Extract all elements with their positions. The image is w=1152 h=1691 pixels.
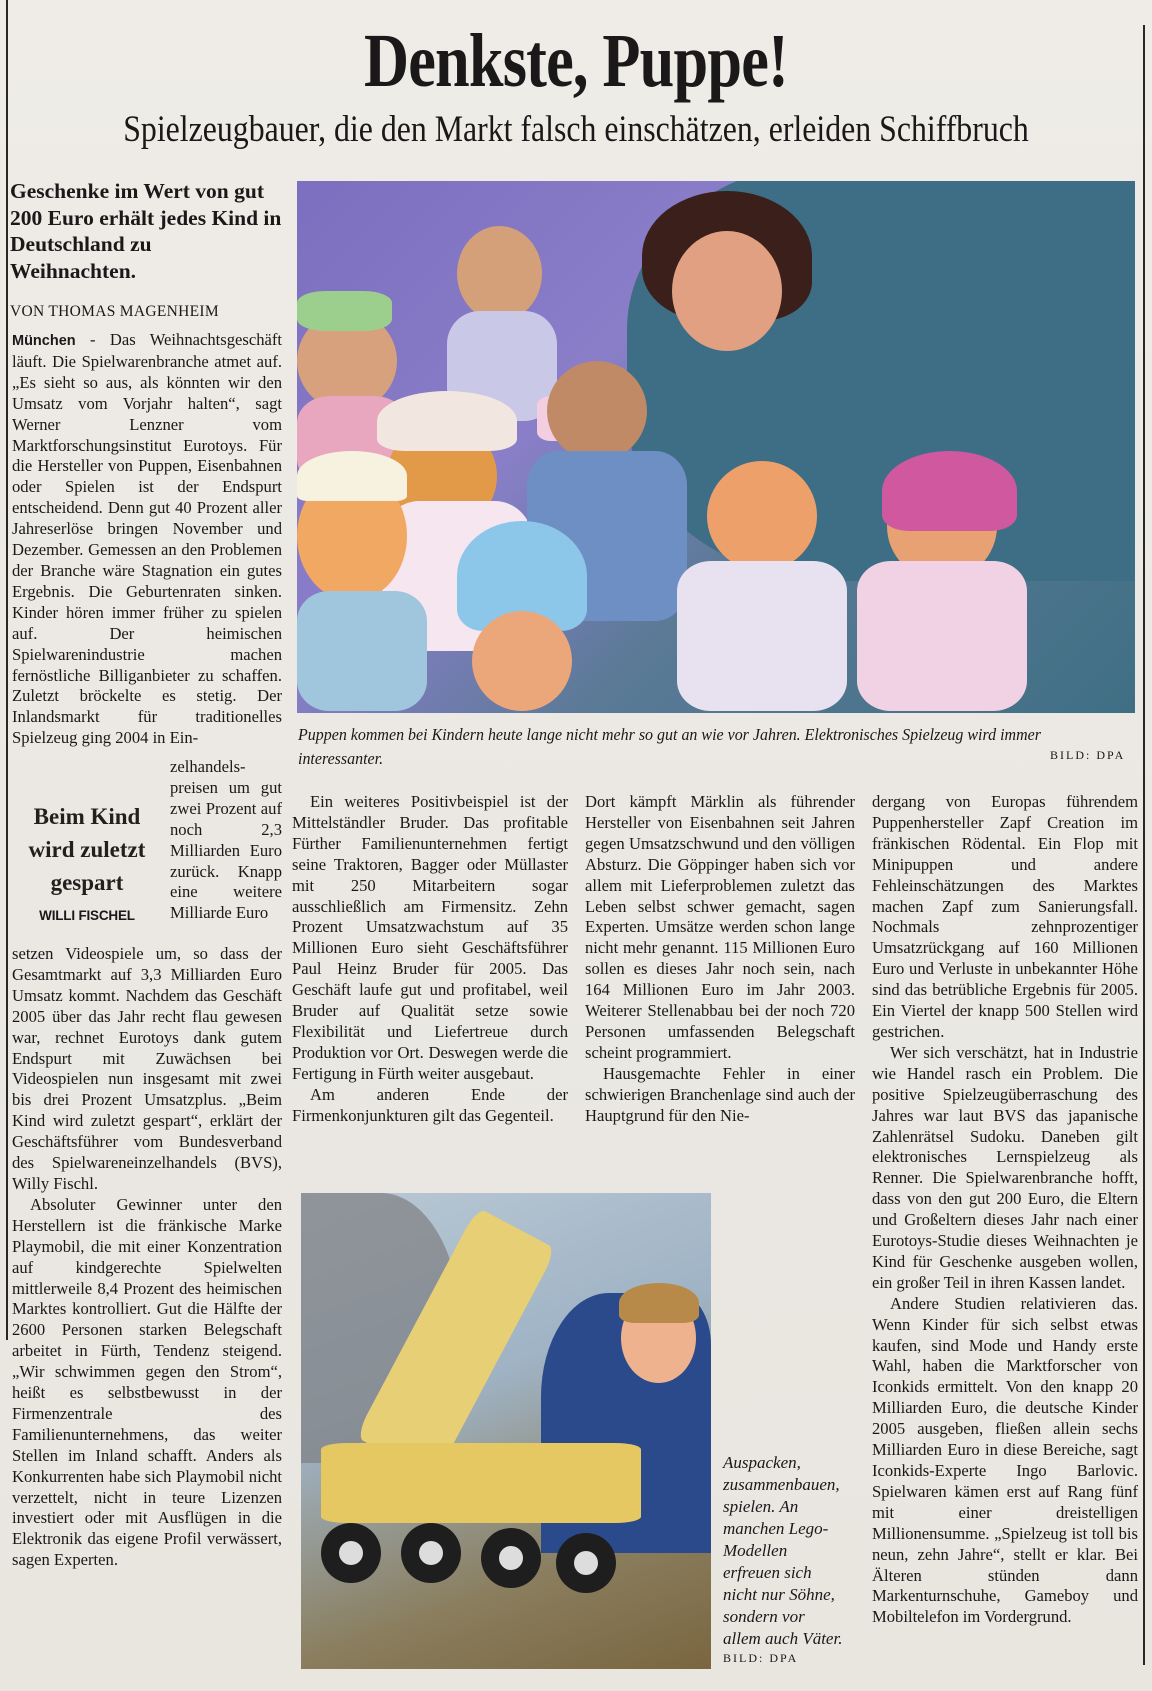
body-text: setzen Videospiele um, so dass der Gesamtmarkt auf 3,3 Milliarden Euro Umsatz kommt. Nachdem das Geschäft 2005 über das Jahr recht flau gewesen war, rechnet Eurotoys dank gutem Endspurt mit Zuwächsen bei Videospielen nun insgesamt mit zwei bis drei Prozent Umsatzplus. „Beim Kind wird zuletzt gespart“, erklärt der Geschäftsführer vom Bundesverband des Spielwareneinzelhandels (BVS), Willy Fischl. [12,944,282,1193]
headline: Denkste, Puppe! [364,19,788,103]
article-column-3 [585,792,855,1127]
body-text: dergang von Europas führendem Puppenhersteller Zapf Creation im fränkischen Rödental. Ein Flop mit Minipuppen und andere Fehleinschätzungen des Marktes machen Zapf zum Sanierungsfall. Nochmals zehnprozentiger Umsatzrückgang auf 160 Millionen Euro und Verluste in unbekannter Höhe sind das betrübliche Ergebnis für 2005. Ein Viertel der knapp 500 Stellen wird gestrichen. [872,792,1138,1041]
article-column-4 [872,792,1138,1628]
article-column-1-bottom [12,944,282,1571]
photo-caption-dolls [298,723,1089,771]
byline: VON THOMAS MAGENHEIM [10,303,219,320]
photo-dolls [297,181,1135,713]
dateline: München [12,333,76,349]
photo-credit: BILD: DPA [1050,748,1126,762]
body-text: Wer sich verschätzt, hat in Industrie wie Handel rasch ein Problem. Die positive Spielzeugüberraschung des Jahres war laut BVS das japanische Zahlenrätsel Sudoku. Daneben gilt elektronisches Lernspielzeug als Renner. Die Spielwarenbranche hofft, dass von den gut 200 Euro, die Eltern und Großeltern dieses Jahr nach einer Eurotoys-Studie dieses Weihnachten je Kind für Geschenke ausgeben wollen, ein großer Teil in ihren Kassen landet. [872,1042,1138,1292]
lead-paragraph: Geschenke im Wert von gut 200 Euro erhält jedes Kind in Deutschland zu Weihnachten. [10,179,282,283]
article-column-2 [292,792,568,1127]
column-rule-right [1143,25,1145,1665]
body-text: Absoluter Gewinner unter den Herstellern ist die fränkische Marke Playmobil, die mit einer Konzentration auf kindgerechte Spielwelten mittlerweile 8,4 Prozent des heimischen Marktes kontrolliert. Gut die Hälfte der 2600 Personen starken Belegschaft arbeitet in Fürth, Tendenz steigend. „Wir schwimmen gegen den Strom“, heißt es selbstbewusst in der Firmenzentrale des Familienunternehmens, das weiter Stellen im Inland schafft. Anders als Konkurrenten habe sich Playmobil nicht verzettelt, nicht in teure Lizenzen investiert oder mit Ausflügen in die Elektronik das eigene Profil verwässert, sagen Experten. [12,1194,282,1570]
article-column-1-top [12,330,282,749]
column-rule-left [6,0,8,1340]
pull-quote: Beim Kind wird zuletzt gespart [28,804,146,895]
pull-quote-author: WILLI FISCHEL [39,908,135,923]
photo-lego-crane [301,1193,711,1669]
body-text: Dort kämpft Märklin als führender Hersteller von Eisenbahnen seit Jahren gegen Umsatzschwund und den völligen Absturz. Die Göppinger haben sich vor allem mit Lieferproblemen zuletzt das Leben selbst schwer gemacht, sagen Experten. Umsätze werden schon lange nicht mehr genannt. 115 Millionen Euro sollen es dieses Jahr noch sein, nach 164 Millionen Euro im Jahr 2003. Weiterer Stellenabbau bei der noch 720 Personen umfassenden Belegschaft scheint programmiert. [585,792,855,1062]
body-text: Hausgemachte Fehler in einer schwierigen Branchenlage sind auch der Hauptgrund für den Nie- [585,1063,855,1125]
caption-text: Puppen kommen bei Kindern heute lange nicht mehr so gut an wie vor Jahren. Elektronisches Spielzeug wird immer interessanter. [298,725,1041,768]
body-text: zelhandels-preisen um gut zwei Prozent auf noch 2,3 Milliarden Euro zurück. Knapp eine weitere Milliarde Euro [170,757,282,923]
article-column-1-narrow [170,757,282,924]
subheadline: Spielzeugbauer, die den Markt falsch einschätzen, erleiden Schiffbruch [123,109,1029,150]
body-text: - Das Weihnachtsgeschäft läuft. Die Spielwarenbranche atmet auf. „Es sieht so aus, als könnten wir den Umsatz vom Vorjahr halten“, sagt Werner Lenzner vom Marktforschungsinstitut Eurotoys. Für die Hersteller von Puppen, Eisenbahnen oder Spielen ist der Endspurt entscheidend. Denn gut 40 Prozent aller Jahreserlöse bringen November und Dezember. Gemessen an den Problemen der Branche wäre Stagnation ein gutes Ergebnis. Die Geburtenraten sinken. Kinder hören immer früher zu spielen auf. Der heimischen Spielwarenindustrie machen fernöstliche Billiganbieter zu schaffen. Zuletzt bröckelte es stetig. Der Inlandsmarkt für traditionelles Spielzeug ging 2004 in Ein- [12,330,282,748]
body-text: Am anderen Ende der Firmenkonjunkturen gilt das Gegenteil. [292,1084,568,1125]
photo-caption-lego: Auspacken, zusammenbauen, spielen. An manchen Lego-Modellen erfreuen sich nicht nur Söhne, sondern vor allem auch Väter. [723,1453,843,1648]
body-text: Andere Studien relativieren das. Wenn Kinder für sich selbst etwas kaufen, sind Mode und Handy erste Wahl, haben die Marktforscher von Iconkids ermittelt. Von den knapp 20 Milliarden Euro, die deutsche Kinder 2005 ausgeben, fließen allein sechs Milliarden Euro in diese Bereiche, sagt Iconkids-Experte Ingo Barlovic. Spielwaren kämen erst auf Rang fünf mit einer dreistelligen Millionensumme. „Spielzeug ist toll bis neun, zehn Jahre“, stellt er klar. Bei Älteren stünden dann Markenturnschuhe, Gameboy und Mobiltelefon im Vordergrund. [872,1293,1138,1627]
body-text: Ein weiteres Positivbeispiel ist der Mittelständler Bruder. Das profitable Fürther Familienunternehmen fertigt seine Traktoren, Bagger oder Müllaster mit 250 Mitarbeitern sogar ausschließlich am Firmensitz. Zehn Prozent Umsatzwachstum auf 35 Millionen Euro sieht Geschäftsführer Paul Heinz Bruder für 2005. Das Geschäft laufe gut und profitabel, weil Bruder auf Qualität setze sowie Flexibilität und Liefertreue durch Produktion vor Ort. Deswegen werde die Fertigung in Fürth weiter ausgebaut. [292,792,568,1083]
photo-credit: BILD: DPA [723,1651,799,1665]
